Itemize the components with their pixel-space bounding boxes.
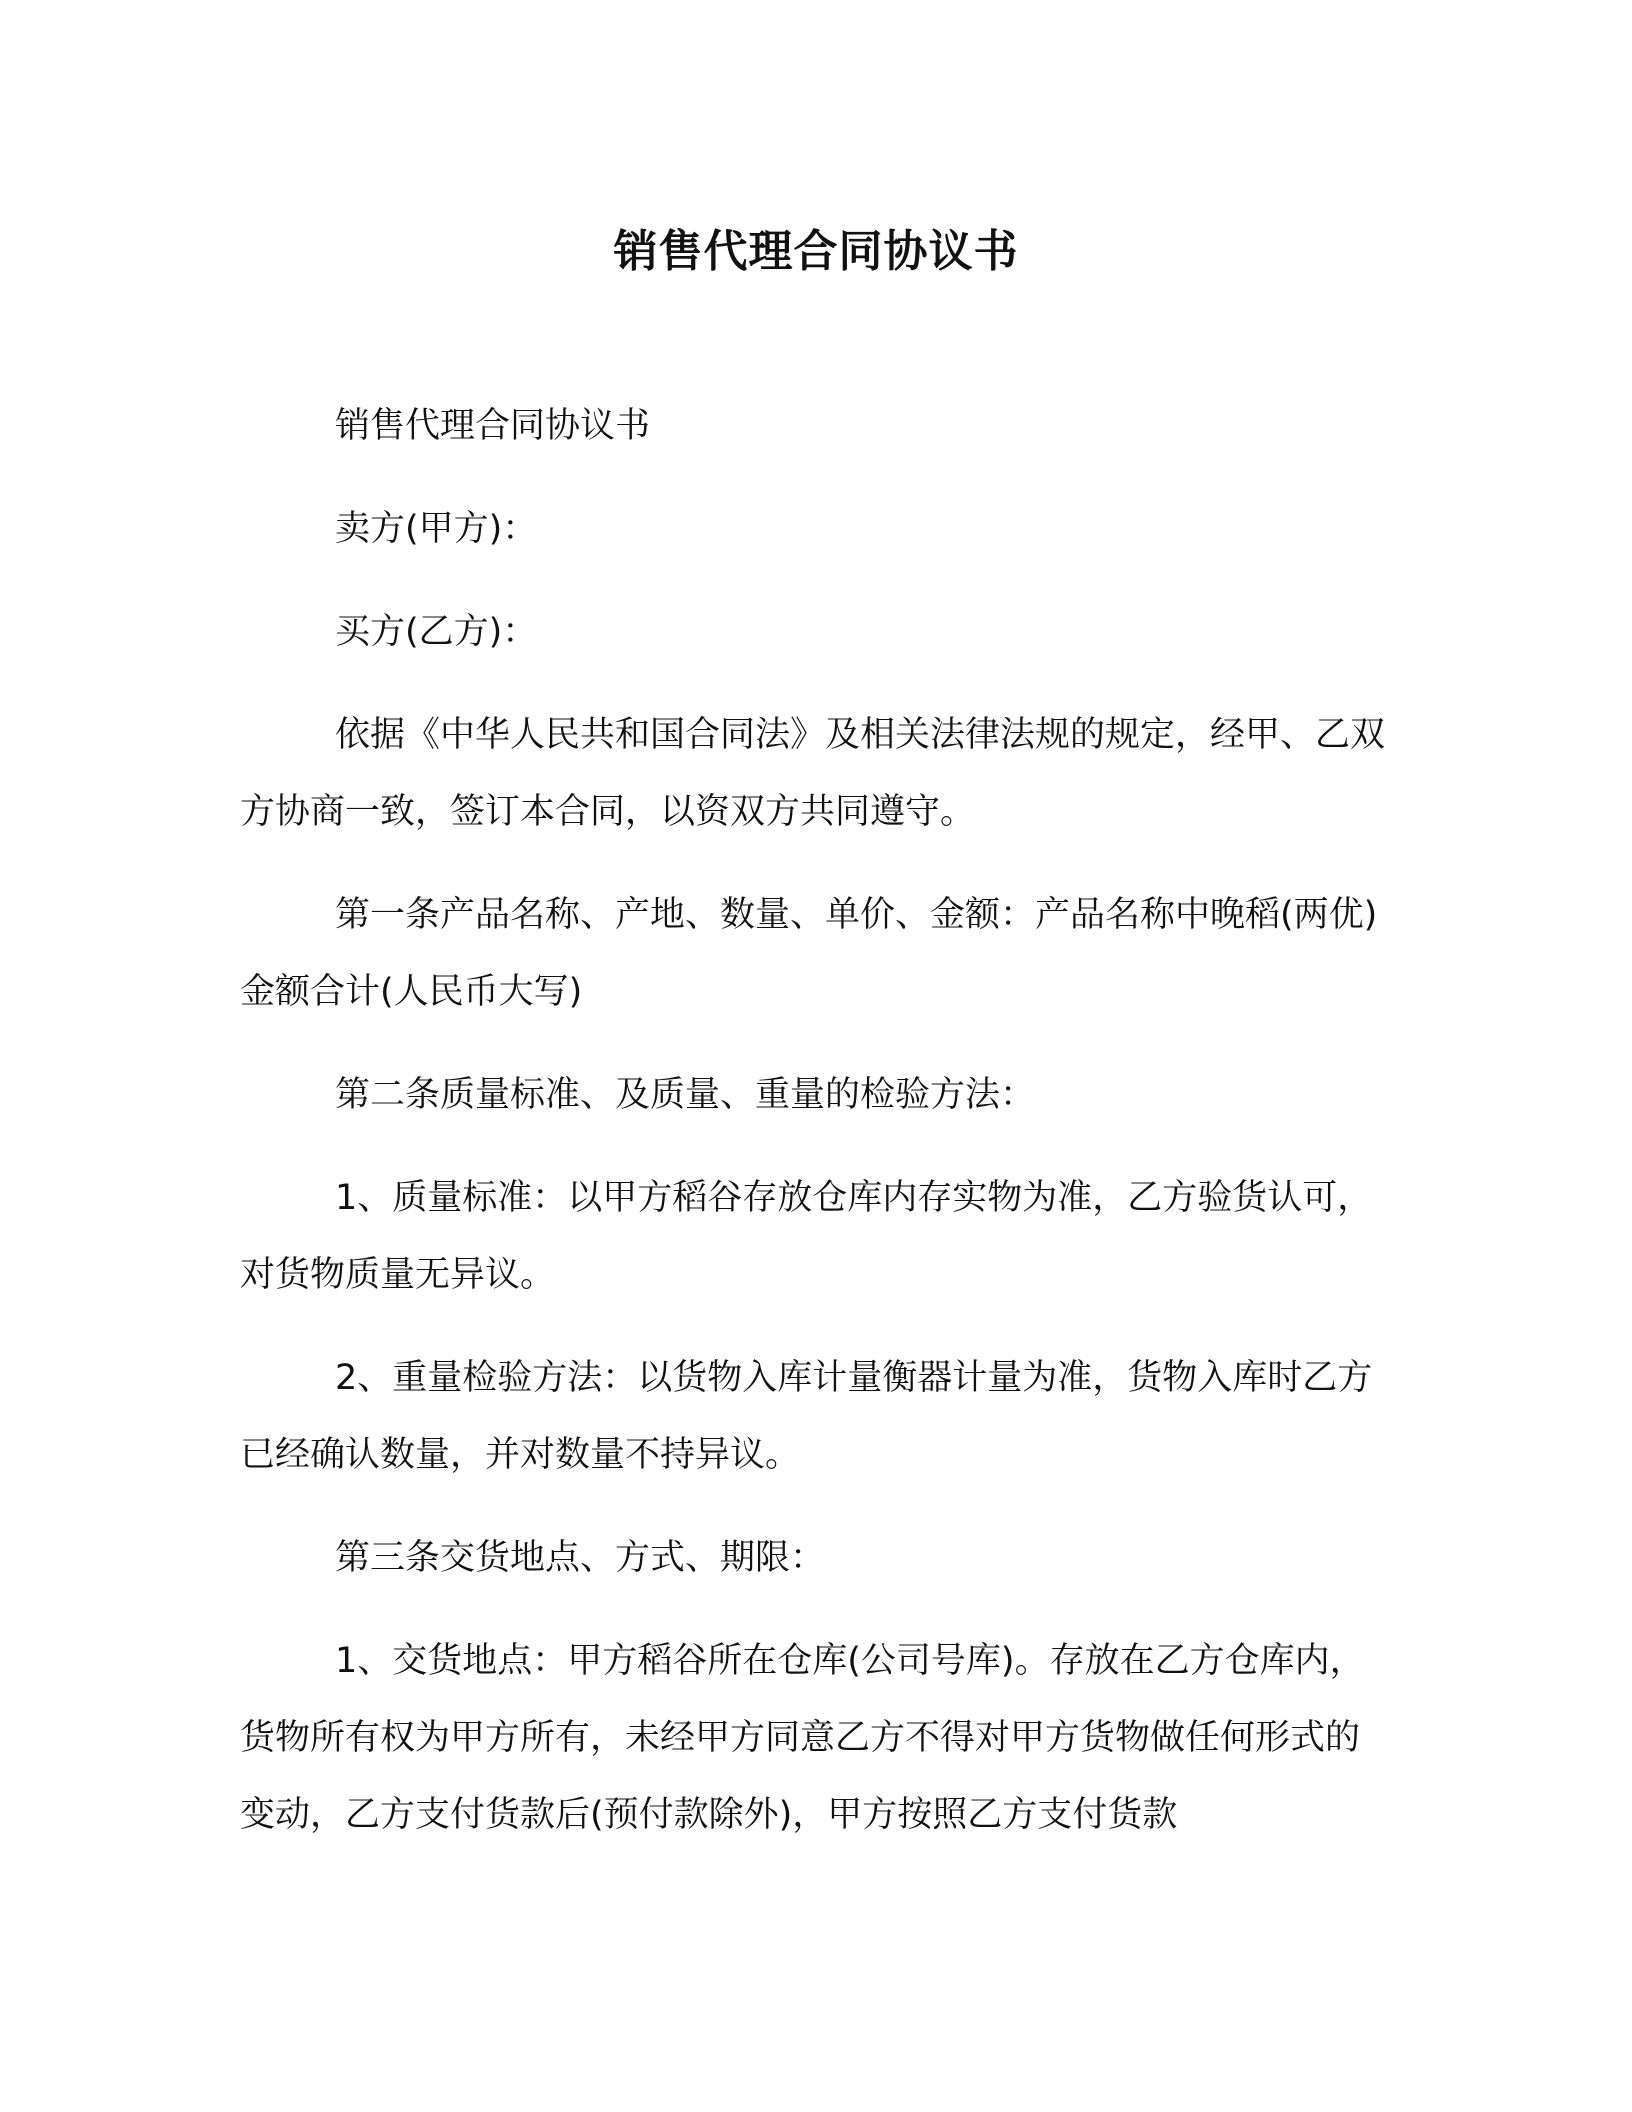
paragraph-article-2-item-2: 2、重量检验方法：以货物入库计量衡器计量为准，货物入库时乙方已经确认数量，并对数量不持异议。 xyxy=(240,1358,1373,1475)
paragraph-basis: 依据《中华人民共和国合同法》及相关法律法规的规定，经甲、乙双方协商一致，签订本合同，以资双方共同遵守。 xyxy=(240,715,1386,832)
document-title: 销售代理合同协议书 xyxy=(613,226,1019,277)
paragraph-article-1: 第一条产品名称、产地、数量、单价、金额：产品名称中晚稻(两优)金额合计(人民币大写) xyxy=(240,895,1378,1012)
paragraph-subtitle: 销售代理合同协议书 xyxy=(335,406,651,446)
paragraph-seller: 卖方(甲方)： xyxy=(335,509,538,549)
paragraph-buyer: 买方(乙方)： xyxy=(335,612,538,652)
document-body xyxy=(240,388,1390,1880)
paragraph-article-2-item-1: 1、质量标准：以甲方稻谷存放仓库内存实物为准，乙方验货认可，对货物质量无异议。 xyxy=(240,1178,1373,1295)
paragraph-article-2: 第二条质量标准、及质量、重量的检验方法： xyxy=(335,1075,1036,1115)
paragraph-article-3-item-1: 1、交货地点：甲方稻谷所在仓库(公司号库)。存放在乙方仓库内，货物所有权为甲方所有，未经甲方同意乙方不得对甲方货物做任何形式的变动，乙方支付货款后(预付款除外)，甲方按照乙方支付货款 xyxy=(240,1641,1365,1835)
paragraph-article-3: 第三条交货地点、方式、期限： xyxy=(335,1538,826,1578)
